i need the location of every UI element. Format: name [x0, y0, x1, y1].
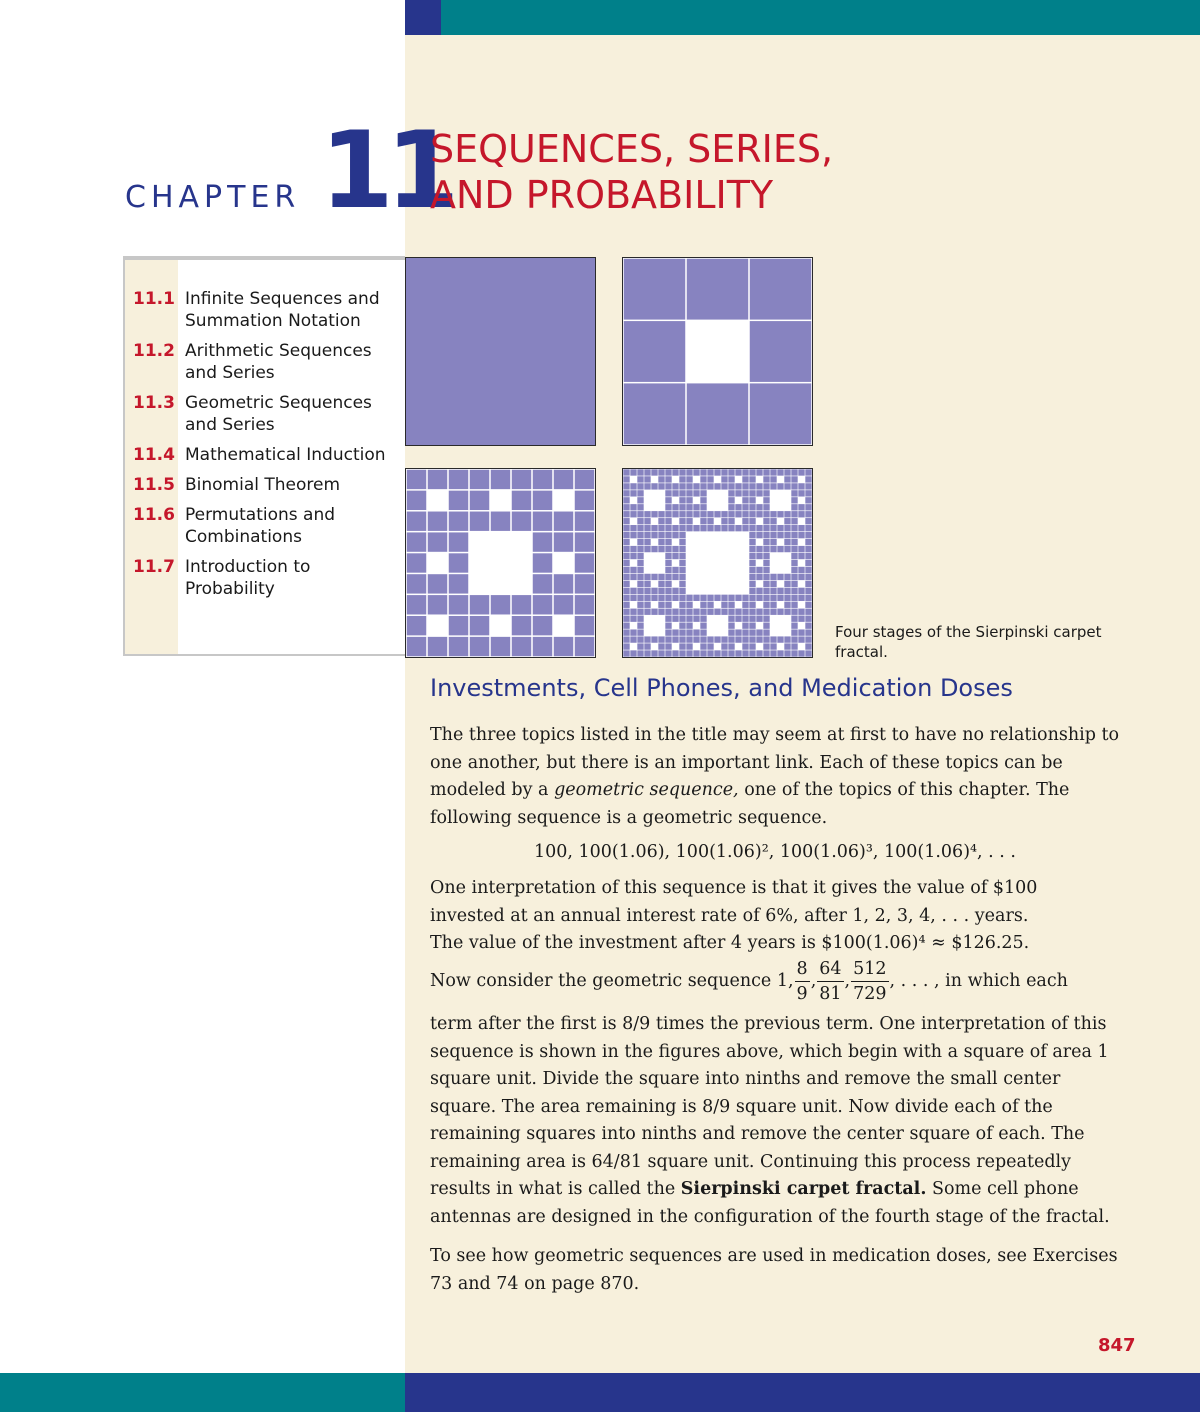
investment-paragraph — [430, 875, 1120, 958]
fraction-denominator: 81 — [817, 981, 843, 1006]
toc-item[interactable] — [133, 504, 403, 548]
toc-item-label: Arithmetic Sequences and Series — [185, 341, 372, 383]
toc-item-number: 11.1 — [133, 289, 175, 309]
sequence-intro-text: Now consider the geometric sequence 1, — [430, 971, 794, 991]
intro-emphasis: geometric sequence, — [554, 780, 739, 800]
investment-line2: invested at an annual interest rate of 6%, after 1, 2, 3, 4, . . . years. — [430, 905, 1029, 926]
top-teal-band — [441, 0, 1200, 35]
section-heading: Investments, Cell Phones, and Medication Doses — [430, 674, 1013, 702]
toc-item-label: Infinite Sequences and Summation Notation — [185, 289, 380, 331]
sierpinski-stage-3-figure — [405, 468, 596, 658]
chapter-number: 11 — [320, 109, 452, 232]
fraction-numerator: 64 — [819, 959, 842, 979]
toc-item-number: 11.6 — [133, 505, 175, 525]
toc-item[interactable] — [133, 392, 403, 436]
toc-item[interactable] — [133, 340, 403, 384]
sequence-formula: 100, 100(1.06), 100(1.06)², 100(1.06)³, 100(1.06)⁴, . . . — [534, 842, 1016, 862]
fraction-denominator: 9 — [795, 981, 810, 1006]
toc-item-number: 11.3 — [133, 393, 175, 413]
toc-item-label: Mathematical Induction — [185, 445, 386, 465]
intro-paragraph — [430, 722, 1120, 832]
page-number: 847 — [1098, 1335, 1136, 1356]
investment-line3: The value of the investment after 4 years is $100(1.06)⁴ ≈ $126.25. — [430, 933, 1030, 953]
investment-line1: One interpretation of this sequence is that it gives the value of $100 — [430, 878, 1038, 898]
toc-item[interactable] — [133, 474, 403, 496]
sequence-outro-text: , . . . , in which each — [889, 971, 1068, 991]
toc-item-number: 11.5 — [133, 475, 175, 495]
fraction-8-9 — [795, 957, 810, 1006]
top-navy-block — [405, 0, 441, 35]
chapter-title — [430, 126, 833, 218]
toc-item-label: Introduction to Probability — [185, 557, 311, 599]
fraction-512-729 — [851, 957, 888, 1006]
toc-item[interactable] — [133, 556, 403, 600]
figure-caption: Four stages of the Sierpinski carpet fractal. — [835, 623, 1102, 661]
toc-item-label: Binomial Theorem — [185, 475, 341, 495]
toc-item[interactable] — [133, 444, 403, 466]
sierpinski-stage-4-figure — [622, 468, 813, 658]
chapter-title-line2: AND PROBABILITY — [430, 173, 774, 217]
fraction-numerator: 8 — [796, 959, 808, 979]
toc-item-number: 11.4 — [133, 445, 175, 465]
medication-paragraph: To see how geometric sequences are used in medication doses, see Exercises 73 and 74 on page 870. — [430, 1246, 1118, 1294]
chapter-title-line1: SEQUENCES, SERIES, — [430, 127, 834, 171]
toc-item-number: 11.7 — [133, 557, 175, 577]
fraction-denominator: 729 — [851, 981, 888, 1006]
sierpinski-stage-1-figure — [405, 257, 596, 446]
geometric-sequence-line: Now consider the geometric sequence 1, $\frac{8}{9}$ , $\frac{64}{81}$ , $\frac{512}{729}$ , . . . , in which each — [430, 959, 1068, 1004]
toc-list — [133, 288, 403, 608]
fractal-term: Sierpinski carpet fractal. — [680, 1179, 927, 1199]
fractal-text-b: Some cell phone antennas are designed in the configuration of the fourth stage of the fractal. — [430, 1179, 1110, 1227]
table-of-contents — [123, 256, 405, 656]
toc-item-number: 11.2 — [133, 341, 175, 361]
toc-item-label: Geometric Sequences and Series — [185, 393, 372, 435]
toc-item[interactable] — [133, 288, 403, 332]
intro-text-b: one of the topics of this chapter. The following sequence is a geometric sequence. — [430, 780, 1070, 828]
intro-text-a: The three topics listed in the title may seem at first to have no relationship to one another, but there is an important link. Each of these topics can be modeled by a — [430, 725, 1120, 800]
fraction-64-81 — [817, 957, 843, 1006]
bottom-navy-band — [405, 1373, 1200, 1412]
sierpinski-stage-2-figure — [622, 257, 813, 446]
fraction-numerator: 512 — [853, 959, 887, 979]
bottom-teal-band — [0, 1373, 405, 1412]
chapter-label: CHAPTER — [125, 180, 301, 215]
toc-item-label: Permutations and Combinations — [185, 505, 336, 547]
fractal-text-a: term after the first is 8/9 times the previous term. One interpretation of this sequence is shown in the figures above, which begin with a square of area 1 square unit. Divide the square into ninths and remove the small center square. The area remaining is 8/9 square unit. Now divide each of the remaining squares into ninths and remove the center square of each. The remaining area is 64/81 square unit. Continuing this process repeatedly results in what is called the — [430, 1014, 1109, 1199]
fractal-paragraph — [430, 1011, 1120, 1231]
